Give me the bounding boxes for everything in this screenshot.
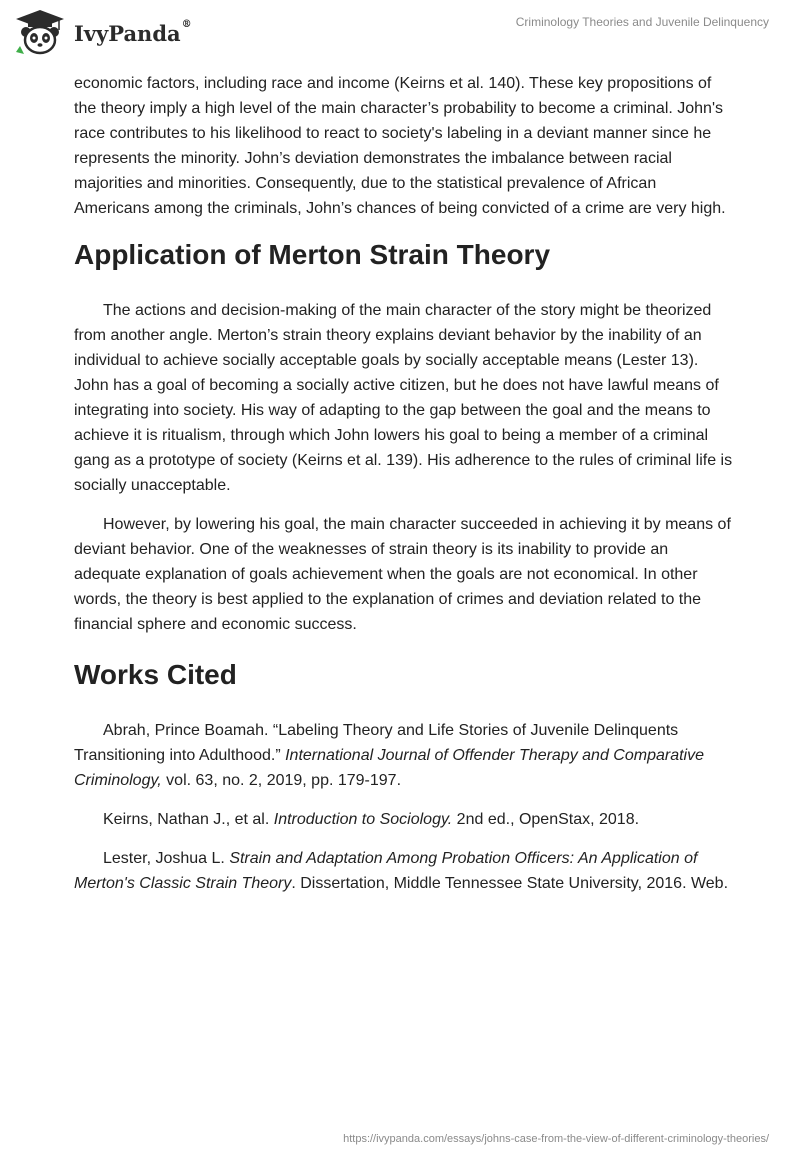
panda-graduate-icon bbox=[14, 8, 66, 56]
intro-paragraph: economic factors, including race and income (Keirns et al. 140). These key propositions of the theory imply a high level of the main character’s probability to become a criminal. John's race contributes to his likelihood to react to society's labeling in a deviant manner since he represents the minority. John’s deviation demonstrates the imbalance between racial majorities and minorities. Consequently, due to the statistical prevalence of African Americans among the criminals, John’s chances of being convicted of a crime are very high. bbox=[74, 75, 726, 217]
section-heading-works-cited: Works Cited bbox=[74, 659, 237, 690]
essay-body bbox=[74, 71, 734, 910]
citation-entry: Abrah, Prince Boamah. “Labeling Theory and Life Stories of Juvenile Delinquents Transitioning into Adulthood.” International Journal of Offender Therapy and Comparative Criminology, vol. 63, no. 2, 2019, pp. 179-197. bbox=[74, 722, 704, 789]
document-title: Criminology Theories and Juvenile Delinquency bbox=[515, 15, 769, 29]
section-heading-merton: Application of Merton Strain Theory bbox=[74, 239, 551, 270]
source-url-link[interactable]: https://ivypanda.com/essays/johns-case-from-the-view-of-different-criminology-theories/ bbox=[343, 1133, 769, 1145]
page-header bbox=[0, 0, 800, 64]
body-paragraph: The actions and decision-making of the main character of the story might be theorized from another angle. Merton’s strain theory explains deviant behavior by the inability of an individual to achieve socially acceptable goals by socially acceptable means (Lester 13). John has a goal of becoming a socially active citizen, but he does not have lawful means of integrating into society. His way of adapting to the gap between the goal and the means to achieve it is ritualism, through which John lowers his goal to being a member of a criminal gang as a prototype of society (Keirns et al. 139). His adherence to the rules of criminal life is socially unacceptable. bbox=[74, 302, 733, 494]
citation-entry: Keirns, Nathan J., et al. Introduction to Sociology. 2nd ed., OpenStax, 2018. bbox=[103, 811, 640, 828]
brand-logo[interactable] bbox=[14, 8, 192, 56]
brand-name: IvyPanda® bbox=[74, 18, 192, 46]
citation-entry: Lester, Joshua L. Strain and Adaptation Among Probation Officers: An Application of Merton's Classic Strain Theory. Dissertation, Middle Tennessee State University, 2016. Web. bbox=[74, 850, 729, 892]
body-paragraph: However, by lowering his goal, the main character succeeded in achieving it by means of deviant behavior. One of the weaknesses of strain theory is its inability to provide an adequate explanation of goals achievement when the goals are not economical. In other words, the theory is best applied to the explanation of crimes and deviation related to the financial sphere and economic success. bbox=[74, 516, 731, 633]
